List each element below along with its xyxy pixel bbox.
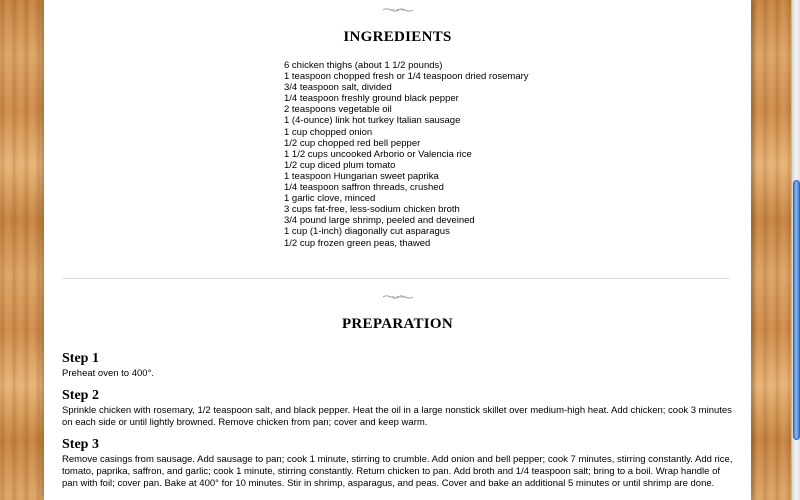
ingredient-list <box>284 60 544 249</box>
ingredient-item: 1 cup (1-inch) diagonally cut asparagus <box>284 226 450 238</box>
step-title: Step 2 <box>62 388 99 403</box>
vertical-scrollbar[interactable] <box>791 0 800 500</box>
step-text: Remove casings from sausage. Add sausage to pan; cook 1 minute, stirring to crumble. Add onion and bell pepper; cook 7 minutes, stirring constantly. Add rice, tomato, paprika, saffron, and garlic; cook 1 minute, stirring constantly. Return chicken to pan. Add broth and 1/4 teaspoon salt; bring to a boil. Wrap handle of pan with foil; cover pan. Bake at 400° for 10 minutes. Stir in shrimp, asparagus, and peas. Cover and bake an additional 5 minutes or until shrimp are done. <box>62 454 733 489</box>
step-title: Step 3 <box>62 437 99 452</box>
ingredient-item: 1/2 cup diced plum tomato <box>284 159 396 171</box>
recipe-page <box>44 0 751 500</box>
scrollbar-thumb[interactable] <box>793 180 800 440</box>
ingredient-item: 3/4 teaspoon salt, divided <box>284 82 392 94</box>
ingredient-item: 2 teaspoons vegetable oil <box>284 104 392 116</box>
step-block <box>62 437 734 490</box>
ingredient-item: 1/4 teaspoon saffron threads, crushed <box>284 182 444 194</box>
ingredient-item: 1 teaspoon Hungarian sweet paprika <box>284 170 439 182</box>
flourish-ornament-icon <box>381 292 415 302</box>
ingredient-item: 1 (4-ounce) link hot turkey Italian sausage <box>284 115 461 127</box>
ingredient-item: 1 teaspoon chopped fresh or 1/4 teaspoon dried rosemary <box>284 71 529 83</box>
step-block <box>62 351 734 380</box>
ingredient-item: 1/2 cup chopped red bell pepper <box>284 137 421 149</box>
ingredient-item: 3/4 pound large shrimp, peeled and deveined <box>284 215 475 227</box>
flourish-ornament-icon <box>381 5 415 15</box>
ingredient-item: 1 garlic clove, minced <box>284 193 376 205</box>
ingredient-item: 1 cup chopped onion <box>284 126 373 138</box>
ingredient-item: 1 1/2 cups uncooked Arborio or Valencia rice <box>284 148 472 160</box>
preparation-steps <box>62 351 734 498</box>
preparation-heading: PREPARATION <box>341 316 454 332</box>
step-block <box>62 388 734 429</box>
ingredients-heading: INGREDIENTS <box>343 29 452 45</box>
step-text: Sprinkle chicken with rosemary, 1/2 teaspoon salt, and black pepper. Heat the oil in a large nonstick skillet over medium-high heat. Add chicken; cook 3 minutes on each side or until lightly browned. Remove chicken from pan; cover and keep warm. <box>62 405 732 428</box>
section-divider <box>62 278 730 279</box>
ingredient-item: 6 chicken thighs (about 1 1/2 pounds) <box>284 60 443 71</box>
ingredient-item: 1/4 teaspoon freshly ground black pepper <box>284 93 459 105</box>
step-text: Preheat oven to 400°. <box>62 368 155 379</box>
step-title: Step 1 <box>62 351 99 366</box>
wood-background-left <box>0 0 44 500</box>
ingredient-item: 3 cups fat-free, less-sodium chicken broth <box>284 204 460 216</box>
wood-background-right <box>751 0 791 500</box>
ingredient-item: 1/2 cup frozen green peas, thawed <box>284 237 431 249</box>
